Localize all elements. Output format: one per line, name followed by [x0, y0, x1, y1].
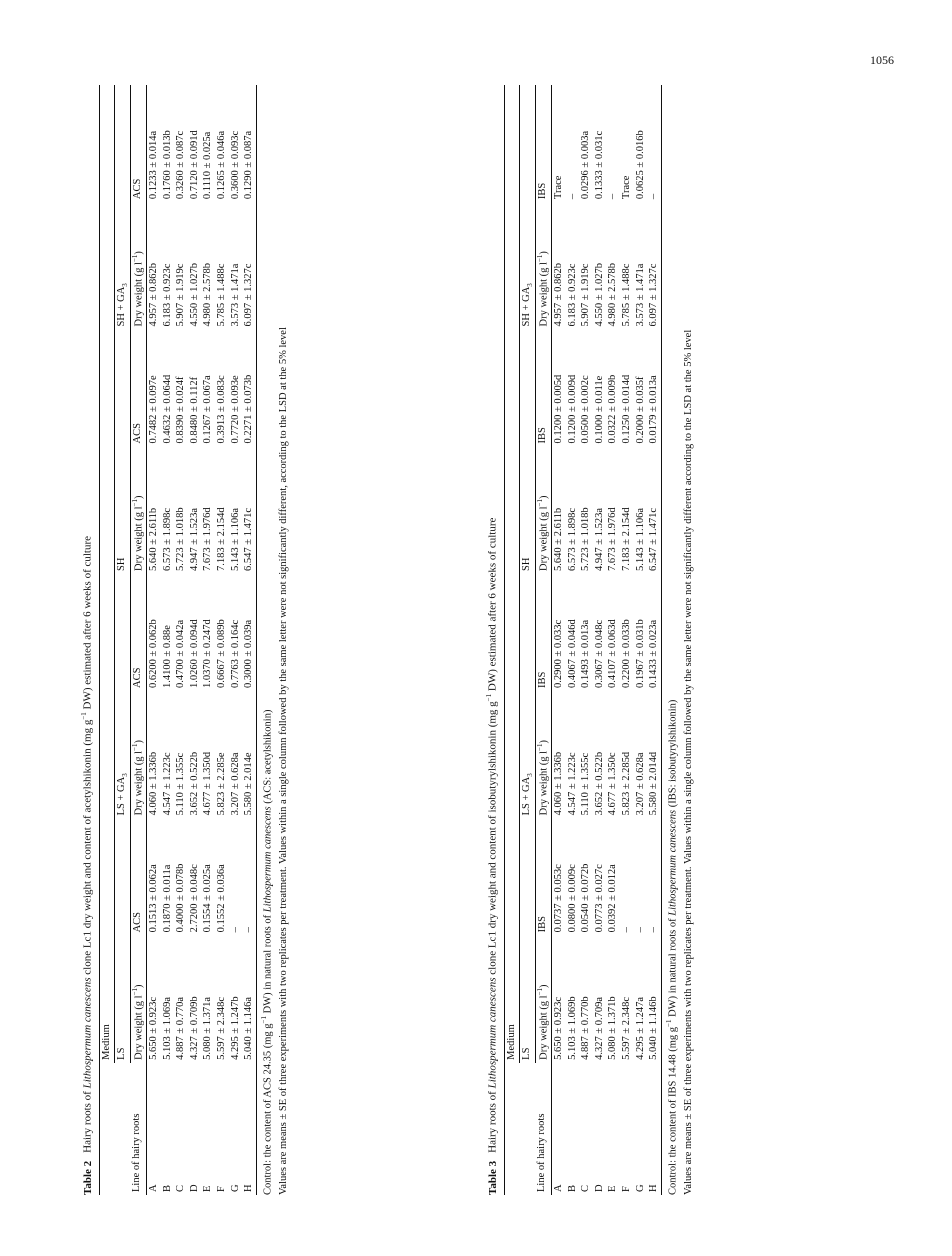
group-name: SH + GA	[115, 286, 127, 327]
value-cell: 0.7720 ± 0.093e	[229, 375, 241, 444]
value-cell: 0.1967 ± 0.031b	[634, 619, 646, 688]
caption-text: Hairy roots of	[486, 1088, 499, 1153]
col-superscript: −1	[130, 499, 139, 507]
group-header	[114, 329, 130, 573]
value-cell: 0.0737 ± 0.053c	[552, 864, 564, 933]
footnote-control	[665, 85, 680, 1195]
col-dry-weight	[130, 935, 146, 1062]
caption-superscript: −1	[485, 693, 493, 702]
value-cell: 2.7200 ± 0.048c	[188, 864, 200, 933]
value-cell: 0.2200 ± 0.033b	[621, 619, 633, 688]
group-header	[519, 329, 535, 573]
value-cell: 0.3000 ± 0.039a	[242, 574, 256, 691]
table-row	[201, 85, 215, 1195]
table-3-block	[485, 85, 697, 1195]
value-cell: 3.573 ± 1.471a	[634, 263, 646, 327]
table-2-block	[80, 85, 292, 1195]
value-cell: 4.327 ± 0.709b	[188, 996, 200, 1060]
caption-text: Hairy roots of	[81, 1088, 94, 1153]
group-header	[519, 574, 535, 818]
value-cell: 6.573 ± 1.898c	[161, 508, 173, 571]
line-cell: B	[161, 1184, 173, 1192]
value-cell: 3.207 ± 0.628a	[634, 752, 646, 816]
col-dry-weight	[130, 691, 146, 818]
value-cell: 0.1200 ± 0.009d	[566, 374, 578, 444]
value-cell: –	[634, 927, 646, 933]
value-cell: Trace	[552, 175, 564, 200]
value-cell: 0.0773 ± 0.027c	[593, 864, 605, 933]
value-cell: 0.1250 ± 0.014d	[621, 374, 633, 444]
value-cell: 5.040 ± 1.146a	[242, 935, 256, 1062]
value-cell: 0.0625 ± 0.016b	[634, 130, 646, 200]
page-number: 1056	[870, 53, 894, 67]
value-cell: 0.1552 ± 0.036a	[216, 864, 228, 933]
value-cell: 4.980 ± 2.578b	[202, 262, 214, 327]
value-cell: Trace	[621, 175, 633, 200]
footnote-values: Values are means ± SE of three experiments with two replicates per treatment. Values within a single column followed by the same letter were not significantly different according to the LSD at the 5% level	[682, 329, 694, 1195]
value-cell: 4.957 ± 0.862b	[147, 262, 159, 327]
value-cell: 0.0392 ± 0.012a	[607, 864, 619, 933]
value-cell: 6.097 ± 1.327c	[242, 202, 256, 329]
value-cell: 0.3067 ± 0.048c	[593, 619, 605, 688]
col-label-end: )	[133, 984, 145, 988]
group-subscript: 3	[525, 283, 534, 287]
value-cell: 0.2000 ± 0.035f	[634, 376, 646, 444]
col-superscript: −1	[130, 254, 139, 263]
value-cell: 0.1110 ± 0.025a	[202, 131, 214, 200]
value-cell: 5.597 ± 2.348c	[621, 996, 633, 1060]
value-cell: 4.980 ± 2.578b	[607, 262, 619, 327]
group-header	[519, 85, 535, 329]
value-cell: 0.1200 ± 0.005d	[552, 374, 564, 444]
value-cell: 6.547 ± 1.471c	[242, 447, 256, 574]
value-cell: 0.4632 ± 0.064d	[161, 374, 173, 444]
line-cell: H	[242, 1063, 256, 1195]
value-cell: 7.673 ± 1.976d	[202, 507, 214, 571]
table-footnote	[260, 85, 290, 1195]
value-cell: 4.060 ± 1.336b	[552, 751, 564, 816]
caption-species: Lithospermum canescens	[486, 977, 499, 1089]
line-cell: A	[147, 1184, 159, 1192]
value-cell: –	[607, 193, 619, 200]
line-cell: E	[202, 1185, 214, 1192]
value-cell: 3.652 ± 0.522b	[188, 751, 200, 816]
col-label-end: )	[133, 739, 145, 744]
col-compound: ACS	[130, 574, 146, 691]
value-cell: –	[647, 85, 661, 202]
value-cell: –	[621, 927, 633, 933]
col-dry-weight	[535, 935, 551, 1062]
value-cell: 4.295 ± 1.247a	[634, 996, 646, 1060]
value-cell: –	[647, 818, 661, 935]
col-label: Dry weight (g l	[133, 506, 145, 571]
col-label: Dry weight (g l	[538, 995, 550, 1060]
col-superscript: −1	[130, 987, 139, 996]
header-blank	[114, 1063, 130, 1195]
group-name: SH	[115, 557, 127, 571]
line-cell: C	[580, 1184, 592, 1192]
col-superscript: −1	[535, 499, 544, 507]
footnote-text: Control: the content of IBS 14.48 (mg g	[667, 1027, 679, 1195]
value-cell: 6.183 ± 0.923c	[566, 263, 578, 327]
footnote-values: Values are means ± SE of three experiments with two replicates per treatment. Values within a single column followed by the same letter were not significantly different, according to the LSD at the 5% level	[277, 327, 289, 1195]
value-cell: 5.580 ± 2.014e	[242, 691, 256, 818]
group-header	[114, 574, 130, 818]
line-cell: F	[216, 1186, 228, 1192]
group-name: LS	[115, 1047, 127, 1060]
value-cell: 0.1554 ± 0.025a	[202, 864, 214, 933]
value-cell: 0.3260 ± 0.087c	[175, 130, 187, 200]
col-compound: IBS	[535, 329, 551, 446]
col-superscript: −1	[535, 743, 544, 751]
value-cell: 5.785 ± 1.488c	[216, 263, 228, 327]
value-cell: –	[566, 193, 578, 200]
value-cell: 1.0260 ± 0.094d	[188, 619, 200, 688]
group-name: SH + GA	[520, 286, 532, 327]
value-cell: 0.3913 ± 0.083c	[216, 375, 228, 444]
table-row	[229, 85, 243, 1195]
row-header: Line of hairy roots	[535, 1063, 551, 1195]
group-header	[114, 818, 130, 1062]
value-cell: 0.0540 ± 0.072b	[580, 863, 592, 933]
col-label: Dry weight (g l	[133, 750, 145, 816]
value-cell: 1.4100 ± 0.88e	[161, 625, 173, 688]
group-subscript: 3	[120, 773, 129, 777]
header-blank	[519, 1063, 535, 1195]
footnote-control	[260, 85, 275, 1195]
value-cell: 5.143 ± 1.106a	[229, 508, 241, 571]
value-cell: 7.183 ± 2.154d	[216, 507, 228, 571]
value-cell: 0.7482 ± 0.097e	[147, 375, 159, 444]
value-cell: 5.650 ± 0.923c	[147, 996, 159, 1060]
caption-species: Lithospermum canescens	[81, 977, 94, 1089]
col-compound: IBS	[535, 574, 551, 691]
table-row	[620, 85, 634, 1195]
table-row	[146, 85, 160, 1195]
col-label-end: )	[133, 251, 145, 255]
col-dry-weight	[535, 447, 551, 574]
footnote-text: (IBS: isobutyrylshikonin)	[667, 699, 679, 810]
table-row	[566, 85, 580, 1195]
col-compound: ACS	[130, 818, 146, 935]
col-label: Dry weight (g l	[133, 262, 145, 327]
value-cell: 0.1513 ± 0.062a	[147, 864, 159, 933]
value-cell: 4.947 ± 1.523a	[593, 508, 605, 571]
col-dry-weight	[130, 447, 146, 574]
footnote-text: Control: the content of ACS 24.35 (mg g	[262, 1023, 274, 1195]
table-caption	[485, 85, 500, 1195]
line-cell: B	[566, 1184, 578, 1192]
value-cell: 3.207 ± 0.628a	[229, 752, 241, 816]
value-cell: 5.110 ± 1.355c	[580, 752, 592, 816]
value-cell: 0.0500 ± 0.002c	[580, 375, 592, 444]
group-name: LS	[520, 1047, 532, 1060]
value-cell: 5.723 ± 1.018b	[175, 507, 187, 571]
value-cell: 5.640 ± 2.611b	[147, 507, 159, 571]
value-cell: 4.887 ± 0.770a	[175, 996, 187, 1060]
table-row	[579, 85, 593, 1195]
group-subscript: 3	[120, 283, 129, 287]
value-cell: 0.4700 ± 0.042a	[175, 619, 187, 688]
value-cell: 0.0322 ± 0.009b	[607, 374, 619, 444]
table-row	[215, 85, 229, 1195]
value-cell: 4.550 ± 1.027b	[188, 262, 200, 327]
footnote-text: DW) in natural roots of	[667, 915, 679, 1020]
value-cell: 0.7763 ± 0.164c	[229, 619, 241, 688]
value-cell: –	[229, 927, 241, 933]
group-name: LS + GA	[520, 776, 532, 816]
col-dry-weight	[535, 202, 551, 329]
col-compound: IBS	[535, 818, 551, 935]
footnote-superscript: −1	[665, 1019, 674, 1027]
value-cell: 0.1493 ± 0.013a	[580, 619, 592, 688]
line-cell: D	[188, 1184, 200, 1192]
value-cell: 5.103 ± 1.069b	[566, 996, 578, 1060]
value-cell: 0.0296 ± 0.003a	[580, 130, 592, 200]
table-row	[242, 85, 256, 1195]
value-cell: 5.597 ± 2.348c	[216, 996, 228, 1060]
value-cell: 0.1267 ± 0.067a	[202, 375, 214, 444]
value-cell: 4.677 ± 1.350d	[202, 751, 214, 816]
value-cell: 0.2900 ± 0.033c	[552, 619, 564, 688]
value-cell: 0.1000 ± 0.011e	[593, 375, 605, 444]
value-cell: 0.8480 ± 0.112f	[188, 376, 200, 444]
value-cell: 6.573 ± 1.898c	[566, 508, 578, 571]
value-cell: 4.550 ± 1.027b	[593, 262, 605, 327]
value-cell: 0.6200 ± 0.062b	[147, 619, 159, 688]
table-row	[161, 85, 175, 1195]
group-header	[519, 818, 535, 1062]
line-cell: G	[634, 1184, 646, 1192]
table-row	[634, 85, 648, 1195]
value-cell: 3.573 ± 1.471a	[229, 263, 241, 327]
caption-text: clone Lc1 dry weight and content of isobutyrylshikonin (mg g	[486, 701, 499, 978]
footnote-text: DW) in natural roots of	[262, 912, 274, 1017]
line-cell: A	[552, 1184, 564, 1192]
value-cell: 0.4107 ± 0.063d	[607, 619, 619, 688]
value-cell: 6.097 ± 1.327c	[647, 202, 661, 329]
table-row	[647, 85, 661, 1195]
value-cell: 4.327 ± 0.709a	[593, 996, 605, 1060]
value-cell: 5.823 ± 2.285d	[621, 751, 633, 816]
value-cell: 5.110 ± 1.355c	[175, 752, 187, 816]
col-label: Dry weight (g l	[538, 506, 550, 571]
value-cell: 5.103 ± 1.069a	[161, 996, 173, 1060]
col-label-end: )	[538, 495, 550, 500]
table-row	[188, 85, 202, 1195]
data-table	[504, 85, 662, 1195]
table-footnote	[665, 85, 695, 1195]
group-name: LS + GA	[115, 776, 127, 816]
table-row	[606, 85, 620, 1195]
value-cell: 0.8390 ± 0.024f	[175, 376, 187, 444]
value-cell: 4.957 ± 0.862b	[552, 262, 564, 327]
footnote-text: (ACS: acetylshikonin)	[262, 709, 274, 807]
col-dry-weight	[130, 202, 146, 329]
col-label: Dry weight (g l	[133, 995, 145, 1060]
value-cell: 0.4000 ± 0.078b	[175, 863, 187, 933]
row-header: Line of hairy roots	[130, 1063, 146, 1195]
col-label-end: )	[538, 739, 550, 744]
value-cell: 4.887 ± 0.770b	[580, 996, 592, 1060]
col-label: Dry weight (g l	[538, 262, 550, 327]
value-cell: 0.0179 ± 0.013a	[647, 329, 661, 446]
value-cell: 6.183 ± 0.923c	[161, 263, 173, 327]
value-cell: 5.723 ± 1.018b	[580, 507, 592, 571]
value-cell: 5.580 ± 2.014d	[647, 691, 661, 818]
value-cell: 0.1333 ± 0.031c	[593, 130, 605, 200]
value-cell: 0.1870 ± 0.011a	[161, 864, 173, 933]
value-cell: 4.547 ± 1.223c	[161, 752, 173, 816]
header-blank	[99, 1063, 114, 1195]
caption-text: DW) estimated after 6 weeks of culture	[486, 517, 499, 694]
footnote-species: Lithospermum canescens	[667, 809, 679, 916]
value-cell: 3.652 ± 0.522b	[593, 751, 605, 816]
value-cell: 0.0800 ± 0.009c	[566, 864, 578, 933]
value-cell: 5.040 ± 1.146b	[647, 935, 661, 1062]
caption-text: clone Lc1 dry weight and content of acetylshikonin (mg g	[81, 719, 94, 978]
value-cell: 1.0370 ± 0.247d	[202, 619, 214, 688]
caption-superscript: −1	[80, 712, 88, 720]
col-label-end: )	[538, 984, 550, 988]
value-cell: 7.183 ± 2.154d	[621, 507, 633, 571]
value-cell: 0.1433 ± 0.023a	[647, 574, 661, 691]
table-row	[593, 85, 607, 1195]
col-compound: IBS	[535, 85, 551, 202]
value-cell: 5.143 ± 1.106a	[634, 508, 646, 571]
line-cell: F	[621, 1186, 633, 1192]
col-label-end: )	[133, 495, 145, 500]
value-cell: 5.907 ± 1.919c	[580, 263, 592, 327]
value-cell: 0.3600 ± 0.093c	[229, 130, 241, 200]
value-cell: 4.677 ± 1.350c	[607, 752, 619, 816]
value-cell: 0.6667 ± 0.089b	[216, 619, 228, 688]
value-cell: 4.060 ± 1.336b	[147, 751, 159, 816]
medium-header: Medium	[504, 85, 519, 1063]
col-superscript: −1	[535, 254, 544, 263]
value-cell: 0.4067 ± 0.046d	[566, 619, 578, 688]
value-cell: 0.1290 ± 0.087a	[242, 85, 256, 202]
footnote-species: Lithospermum canescens	[262, 806, 274, 913]
group-name: SH	[520, 557, 532, 571]
value-cell: 4.295 ± 1.247b	[229, 996, 241, 1060]
value-cell: 5.823 ± 2.285e	[216, 752, 228, 816]
value-cell: 0.7120 ± 0.091d	[188, 130, 200, 200]
value-cell: 6.547 ± 1.471c	[647, 447, 661, 574]
value-cell: 5.907 ± 1.919c	[175, 263, 187, 327]
line-cell: E	[607, 1185, 619, 1192]
table-caption	[80, 85, 95, 1195]
group-subscript: 3	[525, 773, 534, 777]
medium-header: Medium	[99, 85, 114, 1063]
table-label: Table 2	[81, 1160, 94, 1195]
caption-text: DW) estimated after 6 weeks of culture	[81, 535, 94, 713]
table-row	[174, 85, 188, 1195]
value-cell: –	[242, 818, 256, 935]
value-cell: 7.673 ± 1.976d	[607, 507, 619, 571]
col-compound: ACS	[130, 329, 146, 446]
table-label: Table 3	[486, 1160, 499, 1195]
value-cell: 5.080 ± 1.371b	[607, 996, 619, 1060]
group-header	[114, 85, 130, 329]
value-cell: 5.080 ± 1.371a	[202, 996, 214, 1060]
col-dry-weight	[535, 691, 551, 818]
value-cell: 5.650 ± 0.923c	[552, 996, 564, 1060]
footnote-superscript: −1	[260, 1016, 269, 1024]
data-table	[99, 85, 257, 1195]
value-cell: 0.1760 ± 0.013b	[161, 130, 173, 200]
col-superscript: −1	[130, 743, 139, 751]
value-cell: 5.785 ± 1.488c	[621, 263, 633, 327]
value-cell: 4.547 ± 1.223c	[566, 752, 578, 816]
table-row	[551, 85, 565, 1195]
value-cell: 5.640 ± 2.611b	[552, 507, 564, 571]
header-blank	[504, 1063, 519, 1195]
line-cell: D	[593, 1184, 605, 1192]
value-cell: 0.1233 ± 0.014a	[147, 130, 159, 200]
line-cell: G	[229, 1184, 241, 1192]
line-cell: H	[647, 1063, 661, 1195]
value-cell: 0.1265 ± 0.046a	[216, 130, 228, 200]
col-superscript: −1	[535, 987, 544, 996]
value-cell: 0.2271 ± 0.073b	[242, 329, 256, 446]
col-compound: ACS	[130, 85, 146, 202]
value-cell: 4.947 ± 1.523a	[188, 508, 200, 571]
line-cell: C	[175, 1184, 187, 1192]
col-label: Dry weight (g l	[538, 750, 550, 816]
col-label-end: )	[538, 251, 550, 255]
